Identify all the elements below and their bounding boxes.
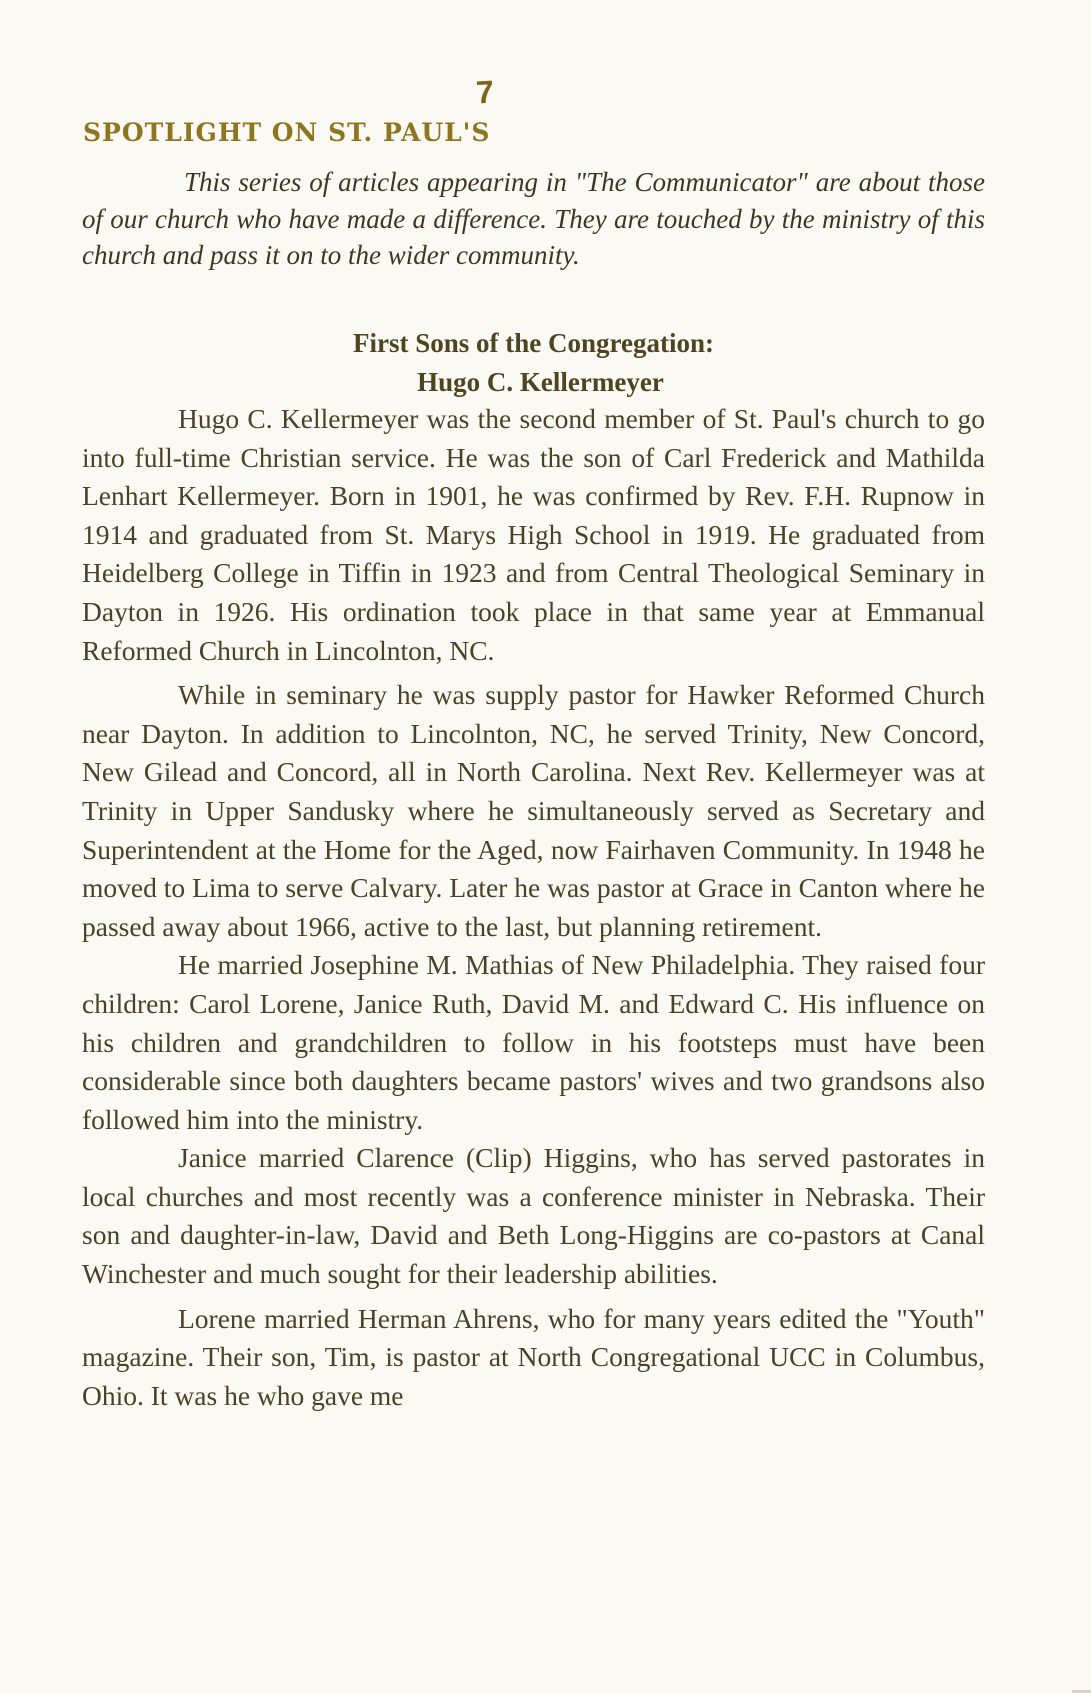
paragraph: He married Josephine M. Mathias of New Philadelphia. They raised four children: Carol Lorene, Janice Ruth, David M. and Edward C. His influence on his children and grandchildren to follow in his footsteps must have been considerable since both daughters became pastors' wives and two grandsons also followed him into the ministry. <box>82 949 985 1135</box>
section-header: SPOTLIGHT ON ST. PAUL'S <box>83 118 491 147</box>
article-title-line-1: First Sons of the Congregation: <box>353 328 714 358</box>
article-body <box>82 400 985 1415</box>
paragraph: Hugo C. Kellermeyer was the second member of St. Paul's church to go into full-time Christian service. He was the son of Carl Frederick and Mathilda Lenhart Kellermeyer. Born in 1901, he was confirmed by Rev. F.H. Rupnow in 1914 and graduated from St. Marys High School in 1919. He graduated from Heidelberg College in Tiffin in 1923 and from Central Theological Seminary in Dayton in 1926. His ordination took place in that same year at Emmanual Reformed Church in Lincolnton, NC. <box>82 403 985 666</box>
paragraph: Janice married Clarence (Clip) Higgins, who has served pastorates in local churches and most recently was a conference minister in Nebraska. Their son and daughter-in-law, David and Beth Long-Higgins are co-pastors at Canal Winchester and much sought for their leadership abilities. <box>82 1142 985 1290</box>
article-title <box>82 324 985 402</box>
page-number: 7 <box>475 73 495 111</box>
paragraph: While in seminary he was supply pastor for Hawker Reformed Church near Dayton. In addition to Lincolnton, NC, he served Trinity, New Concord, New Gilead and Concord, all in North Carolina. Next Rev. Kellermeyer was at Trinity in Upper Sandusky where he simultaneously served as Secretary and Superintendent at the Home for the Aged, now Fairhaven Community. In 1948 he moved to Lima to serve Calvary. Later he was pastor at Grace in Canton where he passed away about 1966, active to the last, but planning retirement. <box>82 679 985 942</box>
paragraph: Lorene married Herman Ahrens, who for many years edited the "Youth" magazine. Their son, Tim, is pastor at North Congregational UCC in Columbus, Ohio. It was he who gave me <box>82 1302 985 1411</box>
series-intro: This series of articles appearing in "The Communicator" are about those of our church who have made a difference. They are touched by the ministry of this church and pass it on to the wider community. <box>82 167 985 270</box>
article-title-line-2: Hugo C. Kellermeyer <box>417 367 664 397</box>
